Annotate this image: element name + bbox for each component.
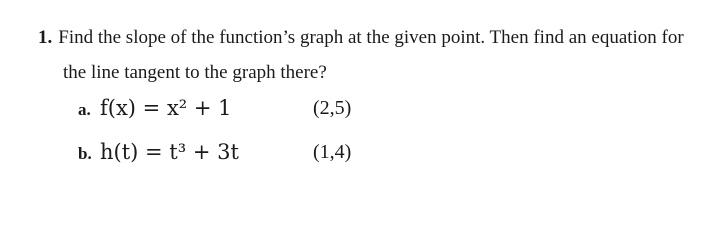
problem-text-line-2: the line tangent to the graph there? <box>63 62 327 83</box>
part-b <box>78 140 478 170</box>
problem-line-1 <box>38 24 708 52</box>
part-a <box>78 96 478 126</box>
part-a-point: (2,5) <box>313 97 352 119</box>
problem-statement <box>38 24 708 87</box>
part-b-label: b. <box>78 144 92 163</box>
part-a-function: f(x) = x² + 1 <box>100 96 232 120</box>
part-a-label: a. <box>78 100 91 119</box>
problem-text-line-1: Find the slope of the function’s graph at the given point. Then find an equation for <box>58 27 684 48</box>
part-b-function: h(t) = t³ + 3t <box>100 140 239 164</box>
problem-number: 1. <box>38 27 53 48</box>
part-b-point: (1,4) <box>313 141 352 163</box>
